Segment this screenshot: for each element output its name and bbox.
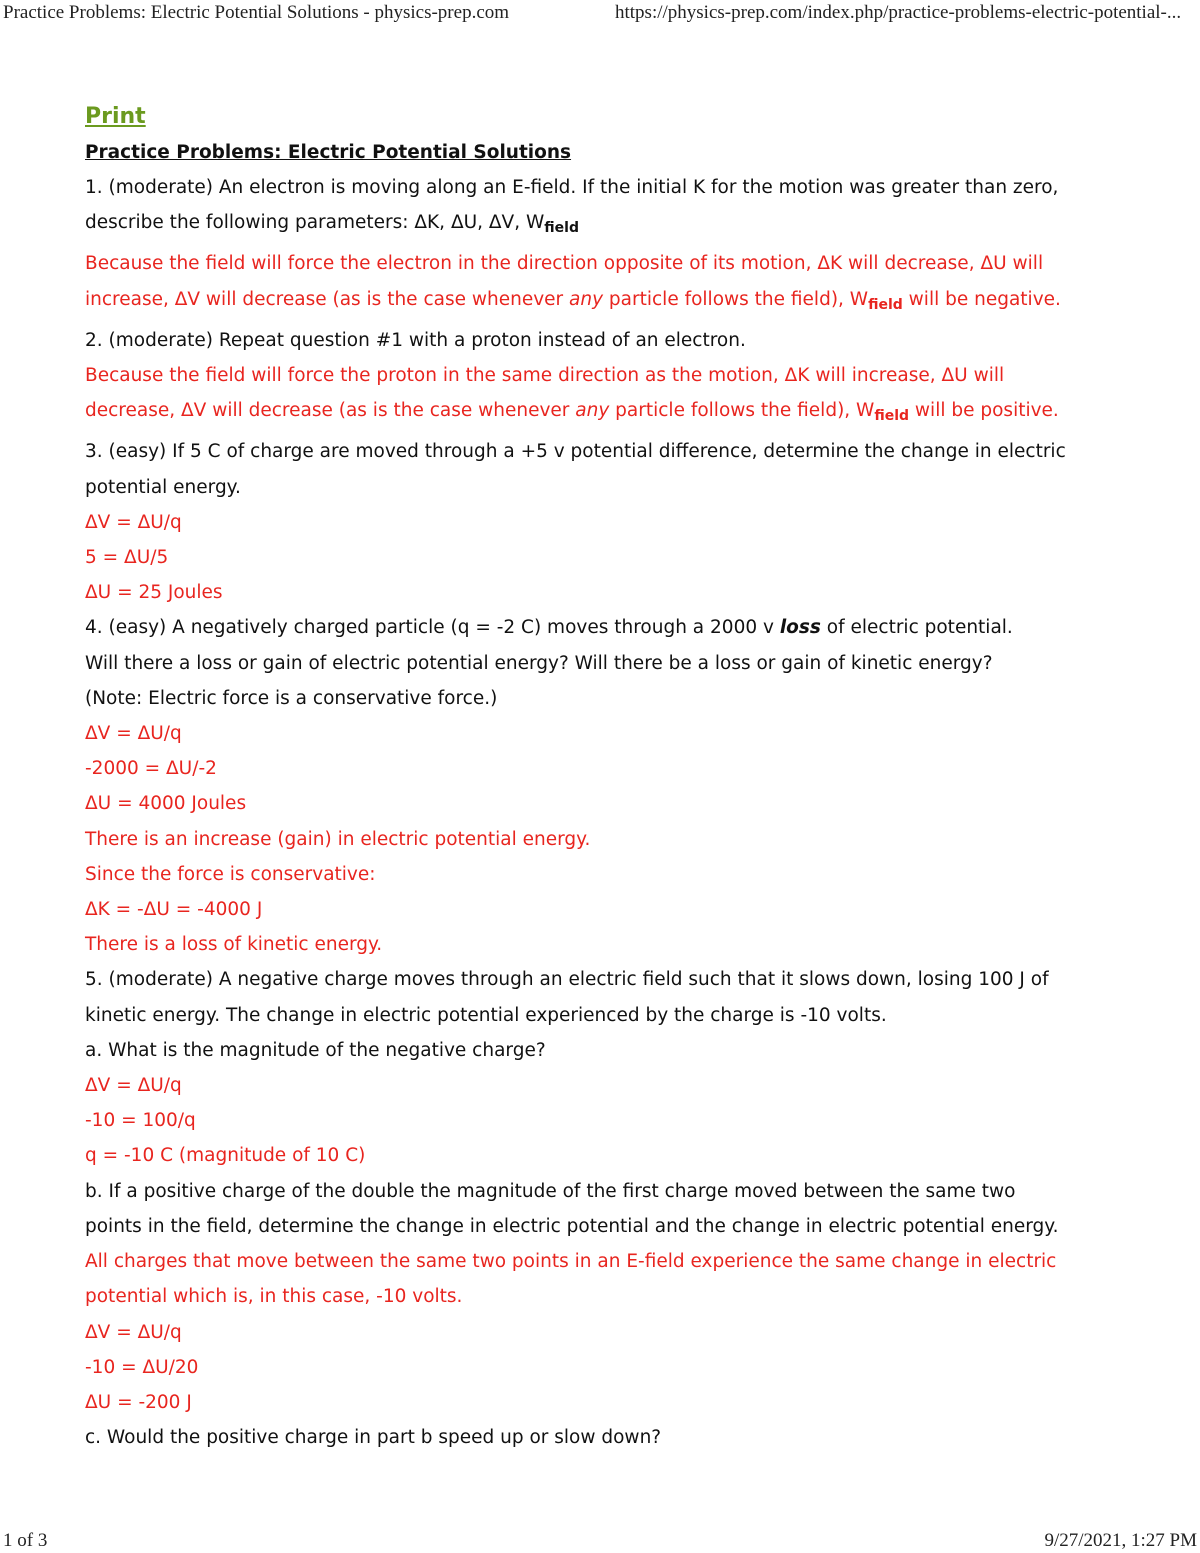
question-5b-line-2: points in the field, determine the change in electric potential and the change in electric potential energy.: [85, 1215, 1059, 1237]
document-content: [85, 100, 1115, 1455]
answer-5b-line: ΔU = -200 J: [85, 1391, 192, 1413]
answer-1-line-2: increase, ΔV will decrease (as is the case whenever any particle follows the field), $W_{field}$ will be negative.: [85, 288, 1061, 313]
header-url: https://physics-prep.com/index.php/practice-problems-electric-potential-...: [615, 2, 1182, 23]
answer-4-line: ΔU = 4000 Joules: [85, 793, 247, 815]
question-5a: a. What is the magnitude of the negative charge?: [85, 1039, 546, 1061]
answer-4-line: ΔV = ΔU/q: [85, 723, 182, 745]
answer-4-line: There is a loss of kinetic energy.: [85, 934, 383, 956]
page-count: 1 of 3: [3, 1530, 48, 1551]
question-3-line-1: 3. (easy) If 5 C of charge are moved through a +5 v potential difference, determine the change in electric: [85, 441, 1066, 463]
print-link[interactable]: Print: [85, 104, 146, 129]
question-1-line-1: 1. (moderate) An electron is moving along an E-field. If the initial K for the motion was greater than zero,: [85, 177, 1059, 198]
print-header: [3, 2, 1200, 26]
answer-5b-line: All charges that move between the same two points in an E-field experience the same change in electric: [85, 1251, 1057, 1273]
question-5-line-2: kinetic energy. The change in electric potential experienced by the charge is -10 volts.: [85, 1004, 887, 1026]
answer-2-line-2: decrease, ΔV will decrease (as is the case whenever any particle follows the field), $W_{field}$ will be positive.: [85, 400, 1059, 425]
answer-3-line: ΔU = 25 Joules: [85, 582, 223, 604]
answer-5a-line: q = -10 C (magnitude of 10 C): [85, 1145, 366, 1167]
question-4-line-3: (Note: Electric force is a conservative force.): [85, 687, 498, 709]
question-5c: c. Would the positive charge in part b speed up or slow down?: [85, 1427, 662, 1449]
answer-4-line: ΔK = -ΔU = -4000 J: [85, 899, 263, 921]
answer-5b-line: -10 = ΔU/20: [85, 1356, 199, 1378]
answer-5b-line: ΔV = ΔU/q: [85, 1321, 182, 1343]
print-timestamp: 9/27/2021, 1:27 PM: [1044, 1530, 1197, 1551]
answer-3-line: 5 = ΔU/5: [85, 547, 169, 569]
question-3-line-2: potential energy.: [85, 476, 241, 498]
question-4-line-1: 4. (easy) A negatively charged particle (q = -2 C) moves through a 2000 v loss of electric potential.: [85, 617, 1013, 639]
answer-1-line-1: Because the field will force the electron in the direction opposite of its motion, ΔK will decrease, ΔU will: [85, 253, 1044, 275]
answer-4-line: There is an increase (gain) in electric potential energy.: [85, 828, 591, 850]
question-5b-line-1: b. If a positive charge of the double the magnitude of the first charge moved between the same two: [85, 1180, 1016, 1202]
question-1-line-2: describe the following parameters: ΔK, ΔU, ΔV, $W_{field}$: [85, 212, 579, 237]
question-5-line-1: 5. (moderate) A negative charge moves through an electric field such that it slows down, losing 100 J of: [85, 969, 1049, 991]
answer-2-line-1: Because the field will force the proton in the same direction as the motion, ΔK will increase, ΔU will: [85, 365, 1005, 387]
answer-5a-line: ΔV = ΔU/q: [85, 1075, 182, 1097]
answer-5b-line: potential which is, in this case, -10 volts.: [85, 1286, 463, 1308]
question-4-line-2: Will there a loss or gain of electric potential energy? Will there be a loss or gain of kinetic energy?: [85, 652, 993, 674]
answer-3-line: ΔV = ΔU/q: [85, 511, 182, 533]
header-page-title: Practice Problems: Electric Potential Solutions - physics-prep.com: [3, 2, 510, 23]
answer-4-line: -2000 = ΔU/-2: [85, 758, 217, 780]
question-2-line-1: 2. (moderate) Repeat question #1 with a proton instead of an electron.: [85, 329, 746, 351]
answer-5a-line: -10 = 100/q: [85, 1110, 196, 1132]
answer-4-line: Since the force is conservative:: [85, 863, 376, 885]
page-title: Practice Problems: Electric Potential Solutions: [85, 142, 572, 163]
